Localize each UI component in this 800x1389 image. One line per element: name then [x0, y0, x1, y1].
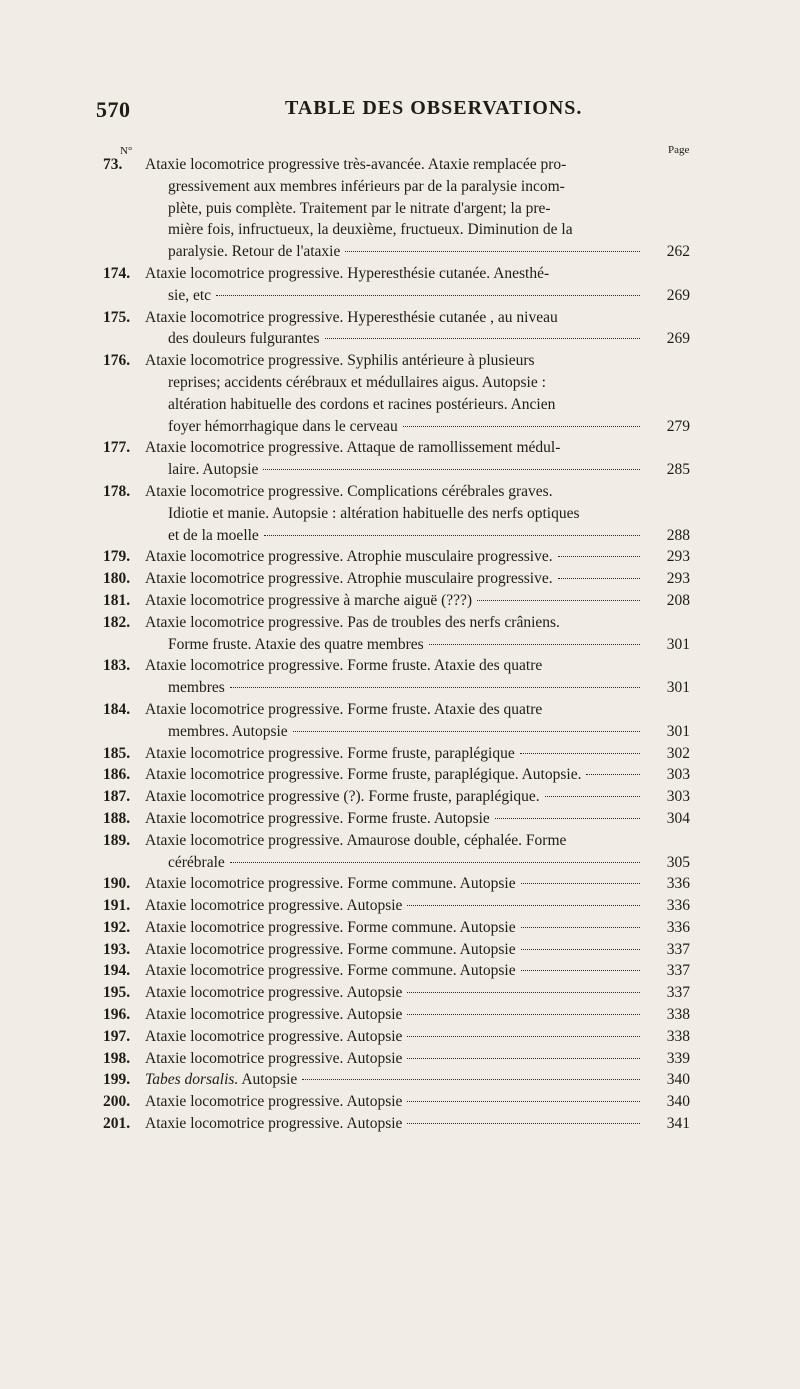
observation-entry [0, 546, 800, 568]
observation-text-line: Ataxie locomotrice progressive. Autopsie [145, 984, 403, 1002]
observation-text-line: Ataxie locomotrice progressive. Hyperesthésie cutanée , au niveau [145, 308, 558, 326]
dot-leader [558, 578, 640, 579]
observation-entry [0, 1026, 800, 1048]
dot-leader [302, 1079, 640, 1080]
page-reference: 279 [666, 417, 690, 435]
dot-leader [264, 535, 640, 536]
observation-text-line: Tabes dorsalis. Autopsie [145, 1071, 298, 1089]
dot-leader [495, 818, 640, 819]
observation-entry [0, 481, 800, 546]
dot-leader [558, 556, 640, 557]
observation-text-line: Ataxie locomotrice progressive. Forme fruste. Ataxie des quatre [145, 657, 543, 675]
dot-leader [216, 295, 640, 296]
observation-entry [0, 350, 800, 437]
observation-entry [0, 895, 800, 917]
page-reference: 336 [666, 875, 690, 893]
observation-entry [0, 655, 800, 699]
page-reference: 338 [666, 1027, 690, 1045]
observation-number: 189. [103, 831, 131, 849]
page-reference: 305 [666, 853, 690, 871]
observation-entry [0, 873, 800, 895]
page-reference: 302 [666, 744, 690, 762]
dot-leader [586, 774, 640, 775]
dot-leader [293, 731, 640, 732]
observation-entry [0, 743, 800, 765]
dot-leader [230, 862, 640, 863]
observation-text-line: reprises; accidents cérébraux et médullaires aigus. Autopsie : [168, 373, 546, 391]
dot-leader [521, 949, 640, 950]
observation-text-line: Ataxie locomotrice progressive. Forme fruste, paraplégique. Autopsie. [145, 766, 582, 784]
observation-text-line: membres [168, 679, 225, 697]
observation-text-line: Ataxie locomotrice progressive. Forme commune. Autopsie [145, 940, 516, 958]
observation-text-line: Ataxie locomotrice progressive. Forme fruste. Ataxie des quatre [145, 700, 543, 718]
dot-leader [407, 1123, 640, 1124]
observation-number: 196. [103, 1006, 131, 1024]
page-reference: 303 [666, 766, 690, 784]
observation-text-line: Ataxie locomotrice progressive. Autopsie [145, 1027, 403, 1045]
page-reference: 341 [666, 1115, 690, 1133]
observation-entry [0, 830, 800, 874]
observation-text-line: Ataxie locomotrice progressive. Syphilis antérieure à plusieurs [145, 352, 535, 370]
dot-leader [325, 338, 640, 339]
page-reference: 269 [666, 330, 690, 348]
observation-number: 73. [103, 156, 123, 173]
observation-entry [0, 939, 800, 961]
page-reference: 337 [666, 962, 690, 980]
observation-text-line: Ataxie locomotrice progressive. Autopsie [145, 1006, 403, 1024]
dot-leader [407, 1036, 640, 1037]
page-header [0, 97, 800, 127]
page-reference: 336 [666, 918, 690, 936]
observation-text-line: Ataxie locomotrice progressive. Hyperesthésie cutanée. Anesthé- [145, 264, 550, 282]
page-reference: 340 [666, 1093, 690, 1111]
dot-leader [407, 1014, 640, 1015]
page-reference: 293 [666, 570, 690, 588]
observation-entry [0, 307, 800, 351]
page-reference: 208 [666, 591, 690, 609]
observation-number: 178. [103, 482, 131, 500]
dot-leader [429, 644, 640, 645]
observation-entry [0, 982, 800, 1004]
observation-entry [0, 437, 800, 481]
observation-entry [0, 917, 800, 939]
page-column-label: Page [668, 144, 690, 156]
page-reference: 337 [666, 984, 690, 1002]
observation-number: 175. [103, 308, 131, 326]
observation-text-line: Ataxie locomotrice progressive très-avancée. Ataxie remplacée pro- [145, 156, 567, 173]
observation-number: 191. [103, 897, 131, 915]
observation-number: 182. [103, 613, 131, 631]
observation-text-line: sie, etc [168, 286, 212, 304]
dot-leader [345, 251, 640, 252]
observation-text-line: Ataxie locomotrice progressive. Autopsie [145, 1115, 403, 1133]
observation-entry [0, 1048, 800, 1070]
observation-text-line: Ataxie locomotrice progressive. Forme commune. Autopsie [145, 962, 516, 980]
observation-number: 193. [103, 940, 131, 958]
dot-leader [407, 1101, 640, 1102]
observation-text-line: altération habituelle des cordons et racines postérieurs. Ancien [168, 395, 556, 413]
dot-leader [521, 970, 640, 971]
observation-text-line: Ataxie locomotrice progressive (?). Forme fruste, paraplégique. [145, 788, 540, 806]
observation-text-line: Ataxie locomotrice progressive. Forme commune. Autopsie [145, 918, 516, 936]
page-reference: 337 [666, 940, 690, 958]
page-reference: 340 [666, 1071, 690, 1089]
observation-text-line: Ataxie locomotrice progressive. Atrophie musculaire progressive. [145, 548, 553, 566]
observation-text-line: Ataxie locomotrice progressive. Atrophie musculaire progressive. [145, 570, 553, 588]
observation-number: 187. [103, 788, 131, 806]
observation-number: 195. [103, 984, 131, 1002]
dot-leader [477, 600, 640, 601]
observation-text-line: Ataxie locomotrice progressive. Pas de troubles des nerfs crâniens. [145, 613, 560, 631]
dot-leader [520, 753, 640, 754]
observation-entry [0, 808, 800, 830]
observation-number: 201. [103, 1115, 131, 1133]
observation-number: 192. [103, 918, 131, 936]
observation-text-line: Idiotie et manie. Autopsie : altération habituelle des nerfs optiques [168, 504, 580, 522]
observation-entry [0, 699, 800, 743]
number-column-label: N° [120, 145, 133, 157]
page-reference: 338 [666, 1006, 690, 1024]
dot-leader [521, 883, 640, 884]
page-reference: 301 [666, 635, 690, 653]
observation-text-line: et de la moelle [168, 526, 259, 544]
dot-leader [521, 927, 640, 928]
observation-number: 188. [103, 809, 131, 827]
observation-number: 179. [103, 548, 131, 566]
observation-text-line: paralysie. Retour de l'ataxie [168, 243, 341, 261]
page-reference: 339 [666, 1049, 690, 1067]
observation-number: 194. [103, 962, 131, 980]
dot-leader [230, 687, 640, 688]
observation-number: 190. [103, 875, 131, 893]
page-reference: 301 [666, 679, 690, 697]
observation-text-line: Forme fruste. Ataxie des quatre membres [168, 635, 424, 653]
running-title: TABLE DES OBSERVATIONS. [285, 97, 583, 119]
observation-text-line: Ataxie locomotrice progressive. Forme commune. Autopsie [145, 875, 516, 893]
observation-text-line: membres. Autopsie [168, 722, 288, 740]
observation-number: 177. [103, 439, 131, 457]
observation-text-line: gressivement aux membres inférieurs par de la paralysie incom- [168, 177, 565, 195]
dot-leader [407, 992, 640, 993]
dot-leader [407, 905, 640, 906]
observation-entry [0, 1113, 800, 1135]
observation-text-line: mière fois, infructueux, la deuxième, fructueux. Diminution de la [168, 221, 573, 239]
observation-text-line: Ataxie locomotrice progressive. Forme fruste. Autopsie [145, 809, 490, 827]
observation-text-line: des douleurs fulgurantes [168, 330, 320, 348]
observation-text-line: Ataxie locomotrice progressive. Amaurose double, céphalée. Forme [145, 831, 567, 849]
observation-number: 184. [103, 700, 131, 718]
page-reference: 288 [666, 526, 690, 544]
observation-entry [0, 612, 800, 656]
observations-list [0, 154, 800, 1135]
page-reference: 336 [666, 897, 690, 915]
dot-leader [263, 469, 640, 470]
observation-entry [0, 1004, 800, 1026]
observation-text-line: Ataxie locomotrice progressive. Autopsie [145, 1093, 403, 1111]
observation-entry [0, 764, 800, 786]
page-reference: 262 [666, 243, 690, 261]
observation-entry [0, 568, 800, 590]
observation-number: 176. [103, 352, 131, 370]
observation-entry [0, 154, 800, 263]
observation-text-line: Ataxie locomotrice progressive. Attaque de ramollissement médul- [145, 439, 561, 457]
observation-number: 198. [103, 1049, 131, 1067]
observation-text-line: foyer hémorrhagique dans le cerveau [168, 417, 398, 435]
page-reference: 285 [666, 461, 690, 479]
page-reference: 293 [666, 548, 690, 566]
observation-entry [0, 263, 800, 307]
observation-number: 180. [103, 570, 131, 588]
observation-number: 186. [103, 766, 131, 784]
observation-text-line: Ataxie locomotrice progressive. Autopsie [145, 897, 403, 915]
observation-entry [0, 960, 800, 982]
observation-text-line: Ataxie locomotrice progressive à marche aiguë (???) [145, 591, 473, 609]
observation-number: 181. [103, 591, 131, 609]
page-reference: 304 [666, 809, 690, 827]
page-reference: 301 [666, 722, 690, 740]
observation-text-line: Ataxie locomotrice progressive. Forme fruste, paraplégique [145, 744, 515, 762]
observation-text-line: cérébrale [168, 853, 225, 871]
observation-entry [0, 1091, 800, 1113]
observation-number: 174. [103, 264, 131, 282]
page-reference: 269 [666, 286, 690, 304]
observation-entry [0, 1069, 800, 1091]
observation-number: 199. [103, 1071, 131, 1089]
observation-text-line: Ataxie locomotrice progressive. Autopsie [145, 1049, 403, 1067]
observation-text-line: Ataxie locomotrice progressive. Complications cérébrales graves. [145, 482, 553, 500]
observation-entry [0, 786, 800, 808]
dot-leader [403, 426, 640, 427]
observation-entry [0, 590, 800, 612]
observation-number: 185. [103, 744, 131, 762]
observation-number: 200. [103, 1093, 131, 1111]
dot-leader [545, 796, 640, 797]
page-reference: 303 [666, 788, 690, 806]
dot-leader [407, 1058, 640, 1059]
observation-text-line: laire. Autopsie [168, 461, 259, 479]
observation-number: 197. [103, 1027, 131, 1045]
page-number: 570 [96, 97, 131, 122]
observation-text-line: plète, puis complète. Traitement par le nitrate d'argent; la pre- [168, 199, 551, 217]
observation-number: 183. [103, 657, 131, 675]
